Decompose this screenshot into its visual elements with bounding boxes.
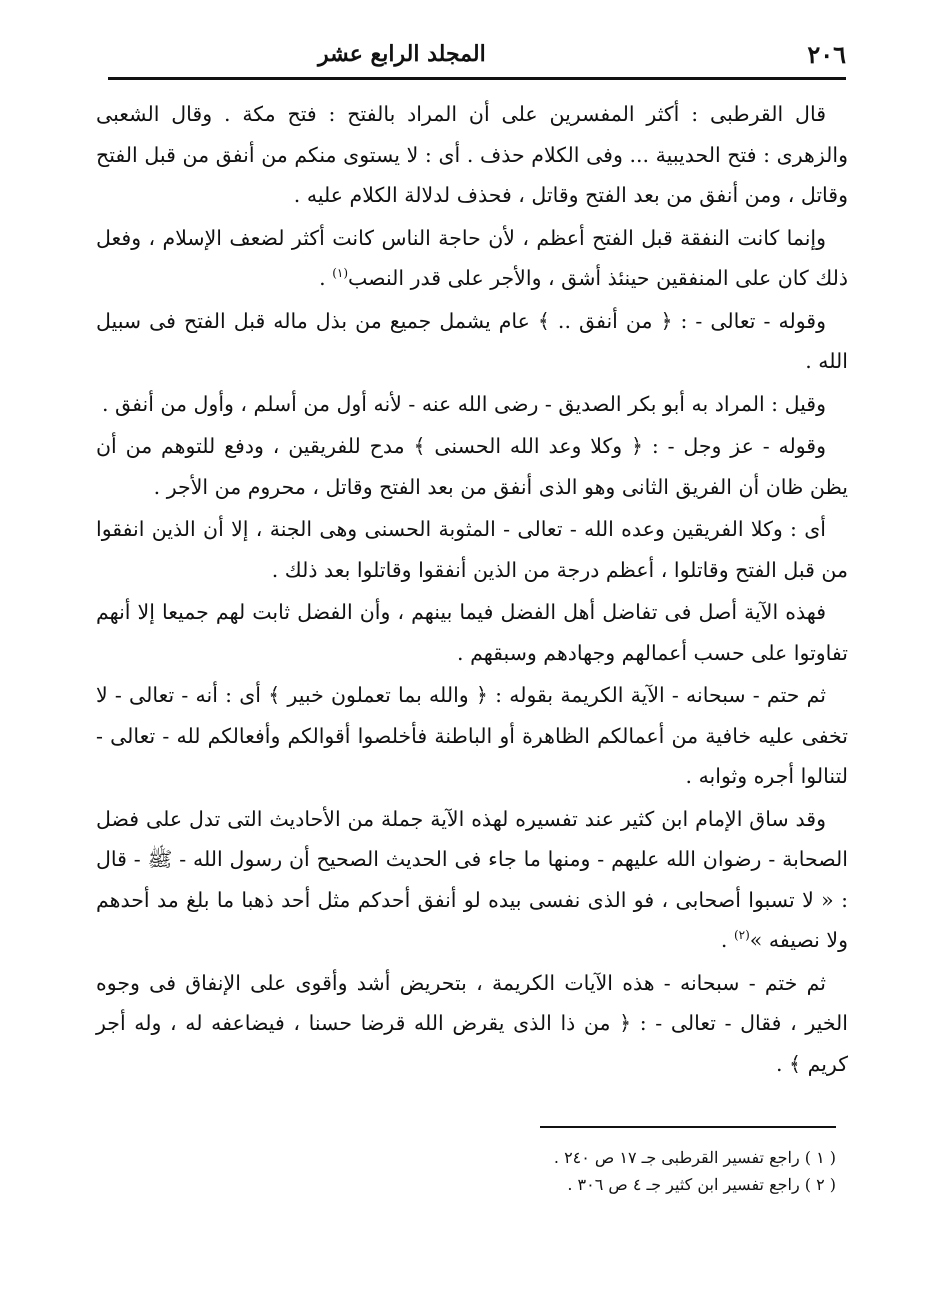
footnote-reference: (١) [332, 266, 349, 281]
paragraph: قال القرطبى : أكثر المفسرين على أن المراد بالفتح : فتح مكة . وقال الشعبى والزهرى : فتح الحديبية ... وفى الكلام حذف . أى : لا يستوى منكم من أنفق من قبل الفتح وقاتل ، ومن أنفق من بعد الفتح وقاتل ، فحذف لدلالة الكلام عليه . [96, 102, 848, 207]
main-text [96, 94, 848, 1084]
footnote-rule [540, 1126, 836, 1128]
volume-title: المجلد الرابع عشر [318, 41, 486, 67]
paragraph: أى : وكلا الفريقين وعده الله - تعالى - المثوبة الحسنى وهى الجنة ، إلا أن الذين انفقوا من قبل الفتح وقاتلوا ، أعظم درجة من الذين أنفقوا وقاتلوا بعد ذلك . [96, 517, 848, 582]
paragraph: وقوله - عز وجل - : ﴿ وكلا وعد الله الحسنى ﴾ مدح للفريقين ، ودفع للتوهم من أن يظن ظان أن الفريق الثانى وهو الذى أنفق من بعد الفتح وقاتل ، محروم من الأجر . [96, 434, 848, 499]
paragraph: وقيل : المراد به أبو بكر الصديق - رضى الله عنه - لأنه أول من أسلم ، وأول من أنفق . [102, 391, 826, 416]
footnote-reference: (٢) [733, 928, 750, 943]
paragraph: وإنما كانت النفقة قبل الفتح أعظم ، لأن حاجة الناس كانت أكثر لضعف الإسلام ، وفعل ذلك كان على المنفقين حينئذ أشق ، والأجر على قدر النصب$^{(١)}$ . [96, 225, 848, 290]
paragraph: فهذه الآية أصل فى تفاضل أهل الفضل فيما بينهم ، وأن الفضل ثابت لهم جميعا إلا أنهم تفاوتوا على حسب أعمالهم وجهادهم وسبقهم . [96, 600, 848, 665]
paragraph: ثم ختم - سبحانه - هذه الآيات الكريمة ، بتحريض أشد وأقوى على الإنفاق فى وجوه الخير ، فقال - تعالى - : ﴿ من ذا الذى يقرض الله قرضا حسنا ، فيضاعفه له ، وله أجر كريم ﴾ . [96, 970, 848, 1076]
paragraph: ثم حتم - سبحانه - الآية الكريمة بقوله : ﴿ والله بما تعملون خبير ﴾ أى : أنه - تعالى - لا تخفى عليه خافية من أعمالكم الظاهرة أو الباطنة فأخلصوا أقوالكم وأفعالكم لله - تعالى - لتنالوا أجره وثوابه . [96, 683, 848, 788]
page-header [108, 30, 846, 78]
paragraph: وقوله - تعالى - : ﴿ من أنفق .. ﴾ عام يشمل جميع من بذل ماله قبل الفتح فى سبيل الله . [96, 308, 848, 373]
footnotes [460, 1144, 836, 1198]
page-number: ٢٠٦ [807, 39, 846, 69]
header-rule [108, 77, 846, 80]
footnote: ( ٢ ) راجع تفسير ابن كثير جـ ٤ ص ٣٠٦ . [567, 1175, 836, 1194]
paragraph: وقد ساق الإمام ابن كثير عند تفسيره لهذه الآية جملة من الأحاديث التى تدل على فضل الصحابة - رضوان الله عليهم - ومنها ما جاء فى الحديث الصحيح أن رسول الله - ﷺ - قال : « لا تسبوا أصحابى ، فو الذى نفسى بيده لو أنفق أحدكم مثل أحد ذهبا ما بلغ مد أحدهم ولا نصيفه »$^{(٢)}$ . [96, 806, 848, 952]
footnote: ( ١ ) راجع تفسير القرطبى جـ ١٧ ص ٢٤٠ . [553, 1148, 836, 1167]
